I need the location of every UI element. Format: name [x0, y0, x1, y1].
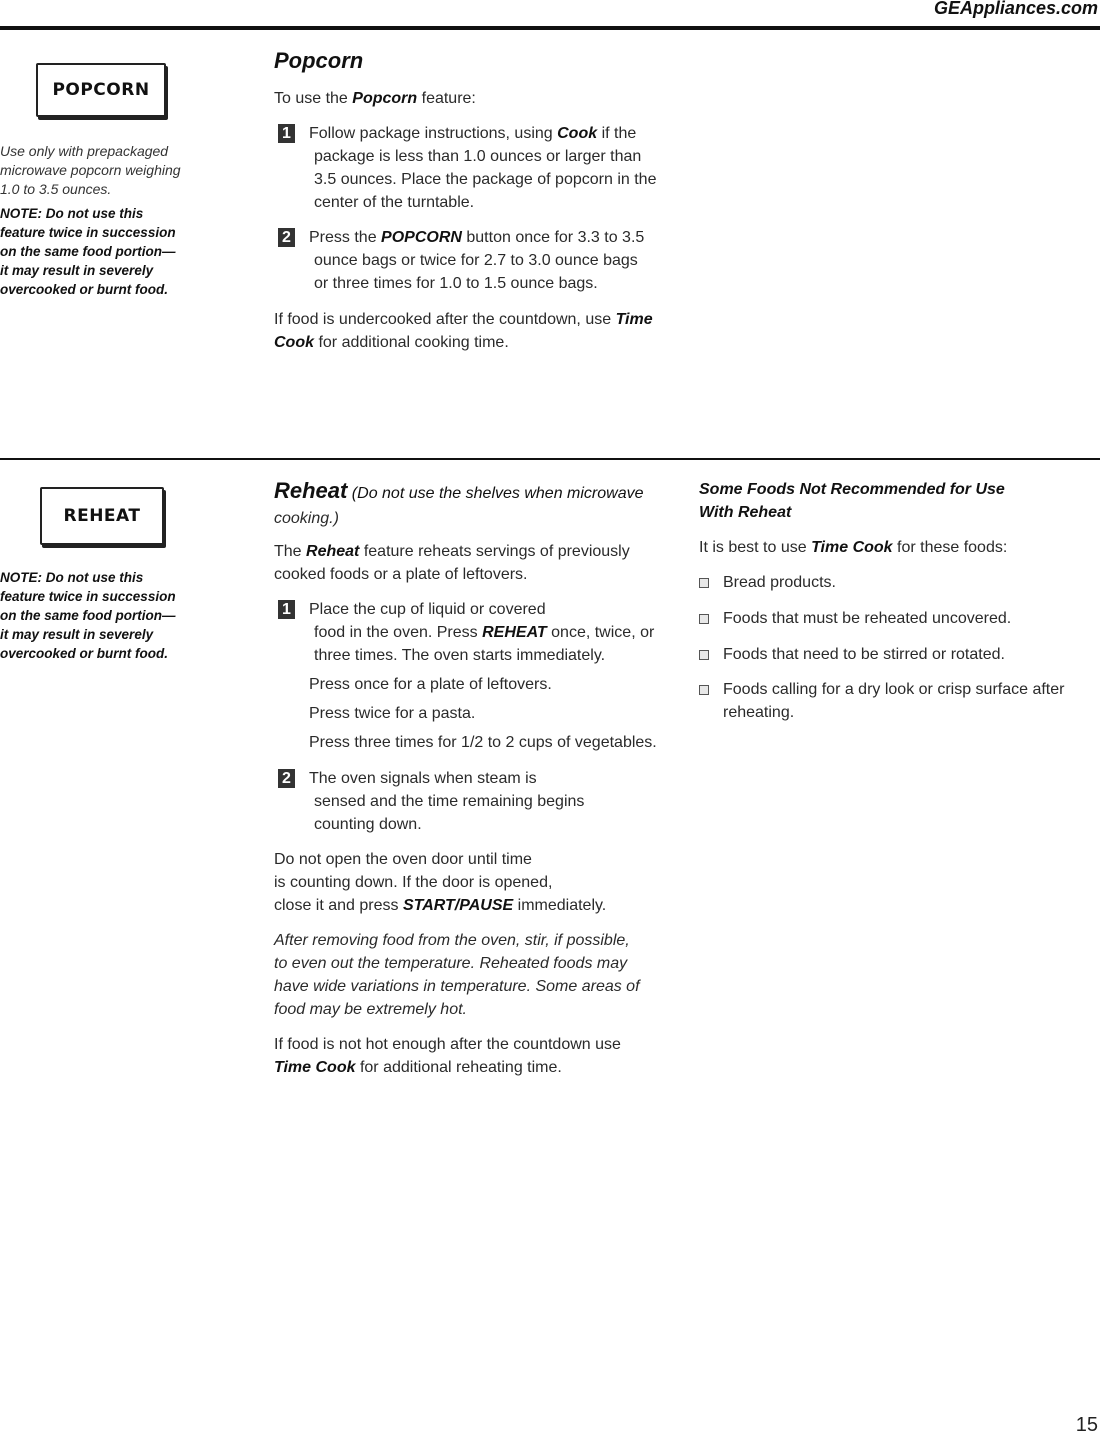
popcorn-title: Popcorn	[274, 48, 364, 73]
outro-text: If food is undercooked after the countdown, use	[274, 311, 616, 328]
step-number-badge: 2	[278, 769, 295, 788]
reheat-note-line: NOTE: Do not use this	[0, 570, 144, 585]
list-item	[699, 678, 1094, 726]
reheat-title-note: cooking.)	[274, 510, 339, 527]
reheat-title-note: (Do not use the shelves when microwave	[347, 485, 644, 502]
reheat-heading	[274, 478, 684, 530]
reheat-note-line: on the same food portion—	[0, 608, 176, 623]
reheat-feature-name: Reheat	[306, 543, 360, 560]
popcorn-outro	[274, 308, 694, 354]
popcorn-intro-text: To use the	[274, 90, 353, 107]
popcorn-note-line: it may result in severely	[0, 263, 154, 278]
step-text: package is less than 1.0 ounces or larger than	[314, 148, 642, 165]
after-text: to even out the temperature. Reheated foods may	[274, 955, 628, 972]
door-text: is counting down. If the door is opened,	[274, 874, 553, 891]
reheat-step-2	[278, 767, 698, 837]
step-number-badge: 1	[278, 600, 295, 619]
not-recommended-heading	[699, 478, 1079, 524]
reheat-option: Press once for a plate of leftovers.	[309, 676, 552, 693]
intro-text: for these foods:	[892, 539, 1008, 556]
intro-text: cooked foods or a plate of leftovers.	[274, 566, 528, 583]
step-text: The oven signals when steam is	[309, 770, 537, 787]
popcorn-button-ref: POPCORN	[381, 229, 462, 246]
list-item	[699, 607, 1094, 631]
step-text: food in the oven. Press	[314, 624, 483, 641]
popcorn-note-line: NOTE: Do not use this	[0, 206, 144, 221]
outro-text: for additional reheating time.	[355, 1059, 562, 1076]
reheat-title: Reheat	[274, 478, 348, 503]
list-item-text: Foods calling for a dry look or crisp surface after	[723, 681, 1065, 698]
list-item	[699, 643, 1094, 667]
step-text: Follow package instructions, using	[309, 125, 558, 142]
step-text: Place the cup of liquid or covered	[309, 601, 546, 618]
popcorn-feature-name: Popcorn	[352, 90, 418, 107]
step-text: or three times for 1.0 to 1.5 ounce bags.	[314, 275, 598, 292]
step-text: sensed and the time remaining begins	[314, 793, 585, 810]
popcorn-note-line: on the same food portion—	[0, 244, 176, 259]
door-text: immediately.	[513, 897, 607, 914]
intro-text: feature reheats servings of previously	[359, 543, 630, 560]
intro-text: It is best to use	[699, 539, 812, 556]
reheat-note-line: it may result in severely	[0, 627, 154, 642]
step-text: counting down.	[314, 816, 422, 833]
popcorn-intro	[274, 87, 476, 110]
time-cook-ref: Time Cook	[811, 539, 893, 556]
reheat-option: Press twice for a pasta.	[309, 705, 476, 722]
popcorn-warning-note	[0, 204, 215, 299]
step-text: if the	[597, 125, 637, 142]
step-number-badge: 1	[278, 124, 295, 143]
popcorn-usage-line: Use only with prepackaged	[0, 143, 169, 159]
reheat-after-note	[274, 929, 694, 1021]
step-text: ounce bags or twice for 2.7 to 3.0 ounce bags	[314, 252, 638, 269]
not-recommended-intro	[699, 536, 1089, 559]
site-url[interactable]: GEAppliances.com	[933, 0, 1098, 18]
reheat-outro	[274, 1033, 694, 1079]
outro-text: for additional cooking time.	[314, 334, 509, 351]
list-item	[699, 571, 1094, 595]
after-text: After removing food from the oven, stir, if possible,	[274, 932, 630, 949]
time-cook-ref: Cook	[274, 334, 314, 351]
reheat-warning-note	[0, 568, 215, 663]
popcorn-usage-line: 1.0 to 3.5 ounces.	[0, 181, 112, 197]
popcorn-key-illustration	[36, 63, 166, 117]
reheat-note-line: overcooked or burnt food.	[0, 646, 169, 661]
reheat-step-1	[278, 598, 698, 758]
reheat-button-ref: REHEAT	[482, 624, 547, 641]
popcorn-intro-tail: feature:	[417, 90, 476, 107]
page-number: 15	[1075, 1414, 1098, 1436]
top-rule	[0, 26, 1100, 30]
reheat-key-illustration	[40, 487, 164, 545]
bullet-icon	[699, 614, 709, 624]
step-text: center of the turntable.	[314, 194, 475, 211]
after-text: food may be extremely hot.	[274, 1001, 467, 1018]
start-pause-ref: START/PAUSE	[402, 897, 514, 914]
step-text: three times. The oven starts immediately.	[314, 647, 606, 664]
list-item-text: Bread products.	[723, 574, 836, 591]
popcorn-note-line: feature twice in succession	[0, 225, 176, 240]
time-cook-ref: Time	[615, 311, 653, 328]
heading-line: Some Foods Not Recommended for Use	[699, 481, 1005, 498]
section-divider	[0, 458, 1100, 460]
heading-line: With Reheat	[699, 504, 792, 521]
reheat-intro	[274, 540, 694, 586]
door-text: Do not open the oven door until time	[274, 851, 532, 868]
reheat-note-line: feature twice in succession	[0, 589, 176, 604]
popcorn-note-line: overcooked or burnt food.	[0, 282, 169, 297]
outro-text: If food is not hot enough after the countdown use	[274, 1036, 621, 1053]
popcorn-usage-note	[0, 142, 215, 199]
list-item-text: Foods that must be reheated uncovered.	[723, 610, 1012, 627]
time-cook-ref: Time Cook	[274, 1059, 356, 1076]
bullet-icon	[699, 685, 709, 695]
reheat-key-label: REHEAT	[63, 506, 141, 526]
popcorn-step-2	[278, 226, 698, 296]
popcorn-key-label: POPCORN	[52, 80, 150, 100]
popcorn-step-1	[278, 122, 698, 214]
cook-button-ref: Cook	[557, 125, 598, 142]
step-text: 3.5 ounces. Place the package of popcorn in the	[314, 171, 657, 188]
step-text: Press the	[309, 229, 382, 246]
intro-text: The	[274, 543, 307, 560]
list-item-text: reheating.	[723, 704, 795, 721]
reheat-door-warning	[274, 848, 694, 917]
after-text: have wide variations in temperature. Some areas of	[274, 978, 640, 995]
step-text: once, twice, or	[546, 624, 655, 641]
reheat-option: Press three times for 1/2 to 2 cups of vegetables.	[309, 734, 657, 751]
bullet-icon	[699, 650, 709, 660]
step-text: button once for 3.3 to 3.5	[461, 229, 645, 246]
step-number-badge: 2	[278, 228, 295, 247]
popcorn-usage-line: microwave popcorn weighing	[0, 162, 181, 178]
door-text: close it and press	[274, 897, 403, 914]
list-item-text: Foods that need to be stirred or rotated.	[723, 646, 1005, 663]
bullet-icon	[699, 578, 709, 588]
